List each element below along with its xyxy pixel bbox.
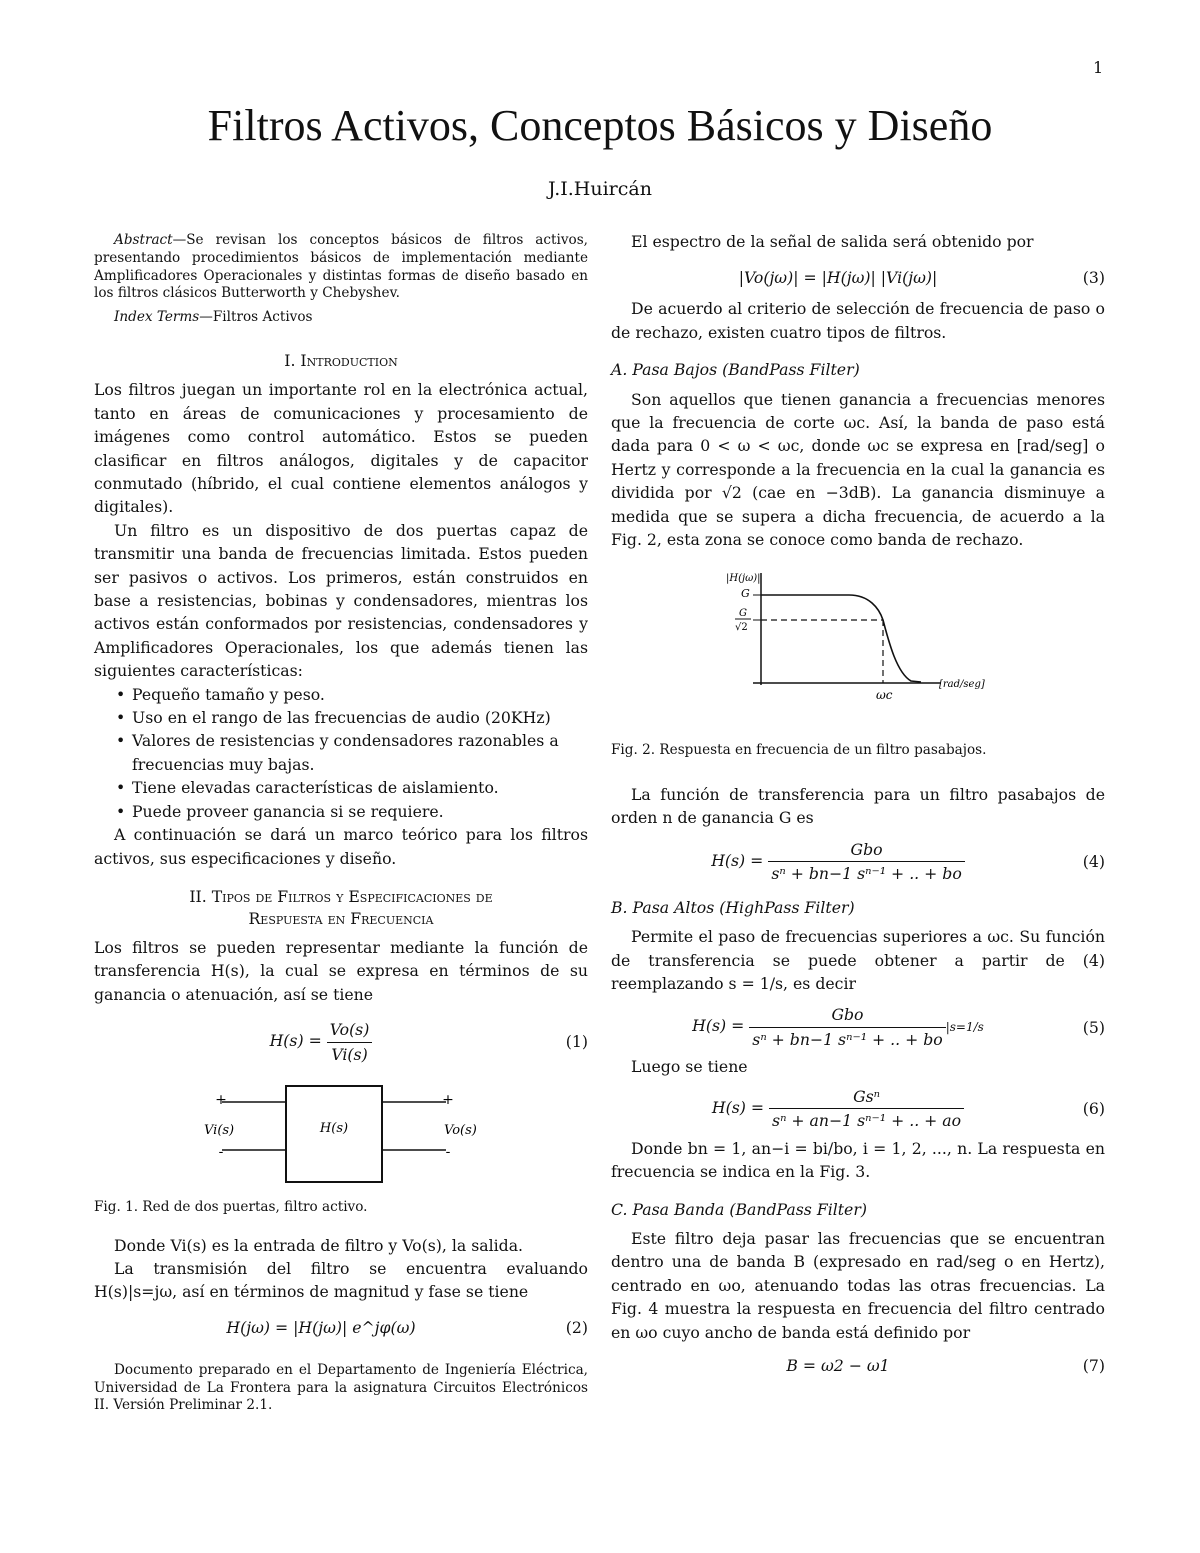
index-terms-text: —Filtros Activos xyxy=(199,309,313,326)
eq4-lhs: H(s) = xyxy=(711,850,764,870)
section-2-title-line-2: Respuesta en Frecuencia xyxy=(248,908,434,928)
eq3-body: |Vo(jω)| = |H(jω)| |Vi(jω)| xyxy=(738,267,938,287)
subsection-b-paragraph-2: Luego se tiene xyxy=(631,1057,748,1077)
equation-1 xyxy=(94,1012,588,1072)
eq7-body: B = ω2 − ω1 xyxy=(786,1356,890,1376)
equation-4 xyxy=(611,834,1105,890)
eq3-label: (3) xyxy=(1082,267,1105,287)
fig1-block-label: H(s) xyxy=(319,1121,349,1137)
abstract xyxy=(94,232,588,303)
fig2-response-curve xyxy=(761,595,921,682)
subsection-a-title: A. Pasa Bajos (BandPass Filter) xyxy=(611,360,860,380)
paper-title: Filtros Activos, Conceptos Básicos y Diseño xyxy=(207,101,993,150)
equation-6 xyxy=(611,1081,1105,1137)
fig1-input-minus: - xyxy=(218,1144,224,1161)
eq6-label: (6) xyxy=(1082,1099,1105,1119)
index-terms-label: Index Terms xyxy=(114,309,200,326)
right-paragraph-1: El espectro de la señal de salida será obtenido por xyxy=(631,232,1034,251)
fig2-g-label: G xyxy=(741,587,750,601)
eq5-label: (5) xyxy=(1082,1017,1105,1037)
right-paragraph-2: De acuerdo al criterio de selección de frecuencia de paso o de rechazo, existen cuatro tipos de filtros. xyxy=(611,299,1105,342)
fig2-x-label: [rad/seg] xyxy=(939,679,985,691)
list-item: • Pequeño tamaño y peso. xyxy=(94,683,588,706)
subsection-b-title: B. Pasa Altos (HighPass Filter) xyxy=(611,897,855,917)
equation-7 xyxy=(611,1346,1105,1386)
eq5-denominator: sⁿ + bn−1 sⁿ⁻¹ + .. + bo xyxy=(752,1029,943,1049)
fig1-input-label: Vi(s) xyxy=(204,1123,235,1139)
list-item: • Puede proveer ganancia si se requiere. xyxy=(94,800,588,823)
eq5-fraction xyxy=(749,1003,945,1051)
figure-2-caption: Fig. 2. Respuesta en frecuencia de un filtro pasabajos. xyxy=(611,742,987,759)
equation-2 xyxy=(94,1308,588,1348)
eq2-label: (2) xyxy=(565,1318,588,1338)
footnote: Documento preparado en el Departamento de Ingeniería Eléctrica, Universidad de La Frontera para la asignatura Circuitos Electrónicos II. Versión Preliminar 2.1. xyxy=(94,1361,588,1414)
fig2-g-sqrt2-den: √2 xyxy=(735,622,748,634)
characteristics-list xyxy=(94,683,588,823)
section-2-title-line-1: II. Tipos de Filtros y Especificaciones de xyxy=(189,886,493,906)
figure-1-two-port-diagram xyxy=(94,1082,588,1194)
fig1-output-label: Vo(s) xyxy=(444,1123,477,1139)
fig2-y-label: |H(jω)| xyxy=(726,573,761,585)
eq5-numerator: Gbo xyxy=(749,1003,945,1027)
eq5-evaluation: |s=1/s xyxy=(945,1020,984,1035)
eq1-denominator: Vi(s) xyxy=(331,1044,368,1064)
fig2-g-sqrt2-num: G xyxy=(739,608,747,620)
fig1-input-plus: + xyxy=(215,1092,227,1109)
section-1-title: I. Introduction xyxy=(284,350,398,370)
figure-2-lowpass-response xyxy=(611,563,1105,733)
eq1-fraction xyxy=(327,1018,373,1066)
eq4-label: (4) xyxy=(1082,851,1105,871)
fig1-after-text-2: La transmisión del filtro se encuentra evaluando H(s)|s=jω, así en términos de magnitud y fase se tiene xyxy=(94,1258,588,1302)
eq4-denominator: sⁿ + bn−1 sⁿ⁻¹ + .. + bo xyxy=(771,864,962,884)
eq6-numerator: Gsⁿ xyxy=(769,1085,964,1109)
subsection-b-paragraph-3: Donde bn = 1, an−i = bi/bo, i = 1, 2, ..., n. La respuesta en frecuencia se indica en la Fig. 3. xyxy=(611,1138,1105,1182)
list-item: • Valores de resistencias y condensadores razonables a frecuencias muy bajas. xyxy=(94,729,588,776)
subsection-c-paragraph: Este filtro deja pasar las frecuencias que se encuentran dentro una de banda B (expresado en rad/seg o en Hertz), centrado en ωo, atenuando todas las otras frecuencias. La Fig. 4 muestra la respuesta en frecuencia del filtro centrado en ωo cuyo ancho de banda está definido por xyxy=(611,1228,1105,1342)
section-1-paragraph-1: Los filtros juegan un importante rol en la electrónica actual, tanto en áreas de comunicaciones y procesamiento de imágenes como control automático. Estos se pueden clasificar en filtros análogos, digitales y de capacitor conmutado (híbrido, el cual contiene elementos análogos y digitales). xyxy=(94,380,588,517)
subsection-a-paragraph: Son aquellos que tienen ganancia a frecuencias menores que la frecuencia de corte ωc. Así, la banda de paso está dada para 0 < ω < ωc, donde ωc se expresa en [rad/seg] o Hertz y corresponde a la frecuencia en la cual la ganancia es dividida por √2 (cae en −3dB). La ganancia disminuye a medida que se supera a dicha frecuencia, de acuerdo a la Fig. 2, esta zona se conoce como banda de rechazo. xyxy=(611,389,1105,550)
section-1-paragraph-3: A continuación se dará un marco teórico para los filtros activos, sus especificaciones y diseño. xyxy=(94,825,588,868)
eq4-fraction xyxy=(768,838,964,886)
eq6-lhs: H(s) = xyxy=(711,1097,765,1117)
left-column xyxy=(94,230,588,1415)
abstract-label: Abstract xyxy=(114,232,173,248)
eq1-lhs: H(s) = xyxy=(269,1031,322,1051)
section-1-paragraph-2: Un filtro es un dispositivo de dos puertas capaz de transmitir una banda de frecuencias limitada. Estos pueden ser pasivos o activos. Los primeros, están construidos en base a resistencias, bobinas y condensadores, mientras los activos están conformados por resistencias, condensadores y Amplificadores Operacionales, los que además tienen las siguientes características: xyxy=(94,520,588,681)
abstract-text: —Se revisan los conceptos básicos de filtros activos, presentando procedimientos básicos de implementación mediante Amplificadores Operacionales y distintas formas de diseño basado en los filtros clásicos Butterworth y Chebyshev. xyxy=(94,232,588,302)
equation-5 xyxy=(611,999,1105,1055)
eq1-numerator: Vo(s) xyxy=(327,1018,373,1042)
equation-3 xyxy=(611,257,1105,297)
eq4-numerator: Gbo xyxy=(768,838,964,862)
subsection-b-paragraph-1: Permite el paso de frecuencias superiores a ωc. Su función de transferencia se puede obtener a partir de (4) reemplazando s = 1/s, es decir xyxy=(611,927,1105,993)
fig1-output-minus: - xyxy=(445,1144,451,1161)
subsection-c-title: C. Pasa Banda (BandPass Filter) xyxy=(611,1199,867,1219)
section-2-paragraph-1: Los filtros se pueden representar mediante la función de transferencia H(s), la cual se expresa en términos de su ganancia o atenuación, así se tiene xyxy=(94,937,588,1004)
figure-1-caption: Fig. 1. Red de dos puertas, filtro activo. xyxy=(94,1199,368,1216)
fig1-after-text-1: Donde Vi(s) es la entrada de filtro y Vo(s), la salida. xyxy=(114,1235,524,1255)
eq6-denominator: sⁿ + an−1 sⁿ⁻¹ + .. + ao xyxy=(772,1111,962,1131)
author: J.I.Huircán xyxy=(548,178,652,200)
eq5-lhs: H(s) = xyxy=(692,1016,745,1036)
fig1-output-plus: + xyxy=(442,1092,454,1109)
eq6-fraction xyxy=(769,1085,964,1133)
list-item: • Uso en el rango de las frecuencias de audio (20KHz) xyxy=(94,706,588,729)
right-column xyxy=(611,230,1105,1386)
page-number: 1 xyxy=(1093,58,1104,77)
fig2-wc-label: ωc xyxy=(876,688,893,703)
eq7-label: (7) xyxy=(1082,1356,1105,1376)
eq1-label: (1) xyxy=(565,1032,588,1052)
list-item: • Tiene elevadas características de aislamiento. xyxy=(94,776,588,799)
section-2-title xyxy=(94,886,588,930)
right-paragraph-3: La función de transferencia para un filtro pasabajos de orden n de ganancia G es xyxy=(611,784,1105,828)
eq2-body: H(jω) = |H(jω)| e^jφ(ω) xyxy=(226,1318,416,1338)
index-terms xyxy=(94,309,588,327)
